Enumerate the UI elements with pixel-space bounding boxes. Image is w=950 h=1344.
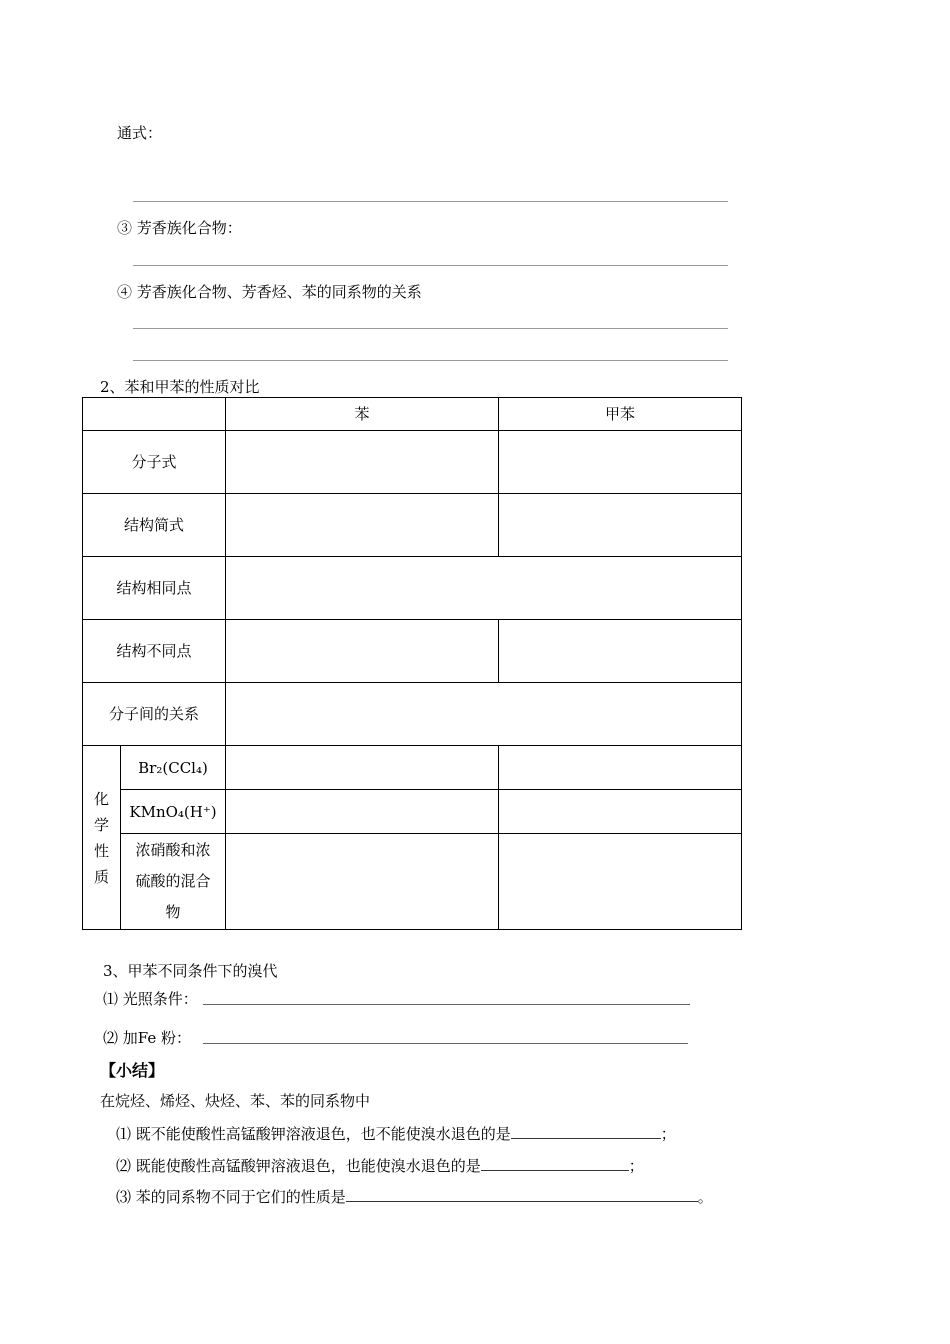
summary-q2-text: ⑵ 既能使酸性高锰酸钾溶液退色，也能使溴水退色的是 (116, 1157, 481, 1175)
table-row (83, 746, 742, 790)
chem-props-char: 质 (93, 867, 109, 886)
answer-cell[interactable] (499, 620, 742, 683)
reagent-br2: Br₂(CCl₄) (121, 746, 226, 790)
table-row (83, 557, 742, 620)
reagent-nitration (121, 834, 226, 930)
row-label-structure-diff: 结构不同点 (83, 620, 226, 683)
answer-line (133, 328, 728, 329)
reagent-kmno4: KMnO₄(H⁺) (121, 790, 226, 834)
comparison-table (82, 397, 742, 930)
summary-q1-end: ； (660, 1125, 676, 1143)
reagent-nitration-line: 硫酸的混合 (135, 872, 211, 890)
answer-blank[interactable] (511, 1124, 661, 1139)
summary-q2-end: ； (628, 1157, 644, 1175)
section2-heading: 2、苯和甲苯的性质对比 (100, 378, 260, 396)
summary-q3 (116, 1186, 713, 1207)
answer-cell[interactable] (226, 746, 499, 790)
general-formula-label: 通式： (117, 124, 163, 142)
summary-q2 (116, 1155, 644, 1176)
answer-cell[interactable] (499, 834, 742, 930)
col-header-toluene: 甲苯 (499, 398, 742, 431)
summary-q3-text: ⑶ 苯的同系物不同于它们的性质是 (116, 1188, 346, 1206)
table-row (83, 790, 742, 834)
table-row (83, 431, 742, 494)
table-row (83, 398, 742, 431)
answer-cell[interactable] (499, 746, 742, 790)
reagent-nitration-line: 浓硝酸和浓 (135, 841, 211, 859)
table-row (83, 620, 742, 683)
answer-cell[interactable] (499, 494, 742, 557)
answer-cell[interactable] (226, 790, 499, 834)
table-row (83, 683, 742, 746)
summary-q1 (116, 1123, 676, 1144)
col-header-benzene: 苯 (226, 398, 499, 431)
answer-blank[interactable] (481, 1156, 629, 1171)
answer-line (133, 265, 728, 266)
answer-line (133, 360, 728, 361)
reagent-nitration-line: 物 (165, 903, 181, 921)
chem-props-char: 化 (93, 789, 109, 808)
answer-cell[interactable] (499, 790, 742, 834)
summary-intro: 在烷烃、烯烃、炔烃、苯、苯的同系物中 (100, 1092, 371, 1110)
item4-label: ④ 芳香族化合物、芳香烃、苯的同系物的关系 (117, 283, 422, 301)
row-label-relation: 分子间的关系 (83, 683, 226, 746)
section3-heading: 3、甲苯不同条件下的溴代 (103, 962, 278, 980)
chem-props-char: 学 (93, 815, 109, 834)
answer-line (203, 1004, 690, 1005)
table-corner-cell (83, 398, 226, 431)
item-light-condition: ⑴ 光照条件： (103, 990, 198, 1008)
summary-q1-text: ⑴ 既不能使酸性高锰酸钾溶液退色，也不能使溴水退色的是 (116, 1125, 511, 1143)
row-label-structure-same: 结构相同点 (83, 557, 226, 620)
answer-cell[interactable] (226, 620, 499, 683)
answer-line (203, 1043, 688, 1044)
answer-cell[interactable] (226, 431, 499, 494)
answer-cell[interactable] (499, 431, 742, 494)
chem-props-char: 性 (93, 841, 109, 860)
table-row (83, 494, 742, 557)
summary-q3-end: 。 (697, 1188, 713, 1206)
row-label-structural-formula: 结构简式 (83, 494, 226, 557)
answer-cell[interactable] (226, 683, 742, 746)
answer-cell[interactable] (226, 557, 742, 620)
table-row (83, 834, 742, 930)
answer-cell[interactable] (226, 834, 499, 930)
answer-blank[interactable] (346, 1187, 698, 1202)
answer-cell[interactable] (226, 494, 499, 557)
answer-line (133, 201, 728, 202)
summary-title: 【小结】 (100, 1061, 165, 1080)
item-fe-powder: ⑵ 加Fe 粉： (103, 1029, 192, 1047)
chem-props-label (83, 746, 121, 930)
row-label-molecular-formula: 分子式 (83, 431, 226, 494)
item3-label: ③ 芳香族化合物： (117, 219, 242, 237)
